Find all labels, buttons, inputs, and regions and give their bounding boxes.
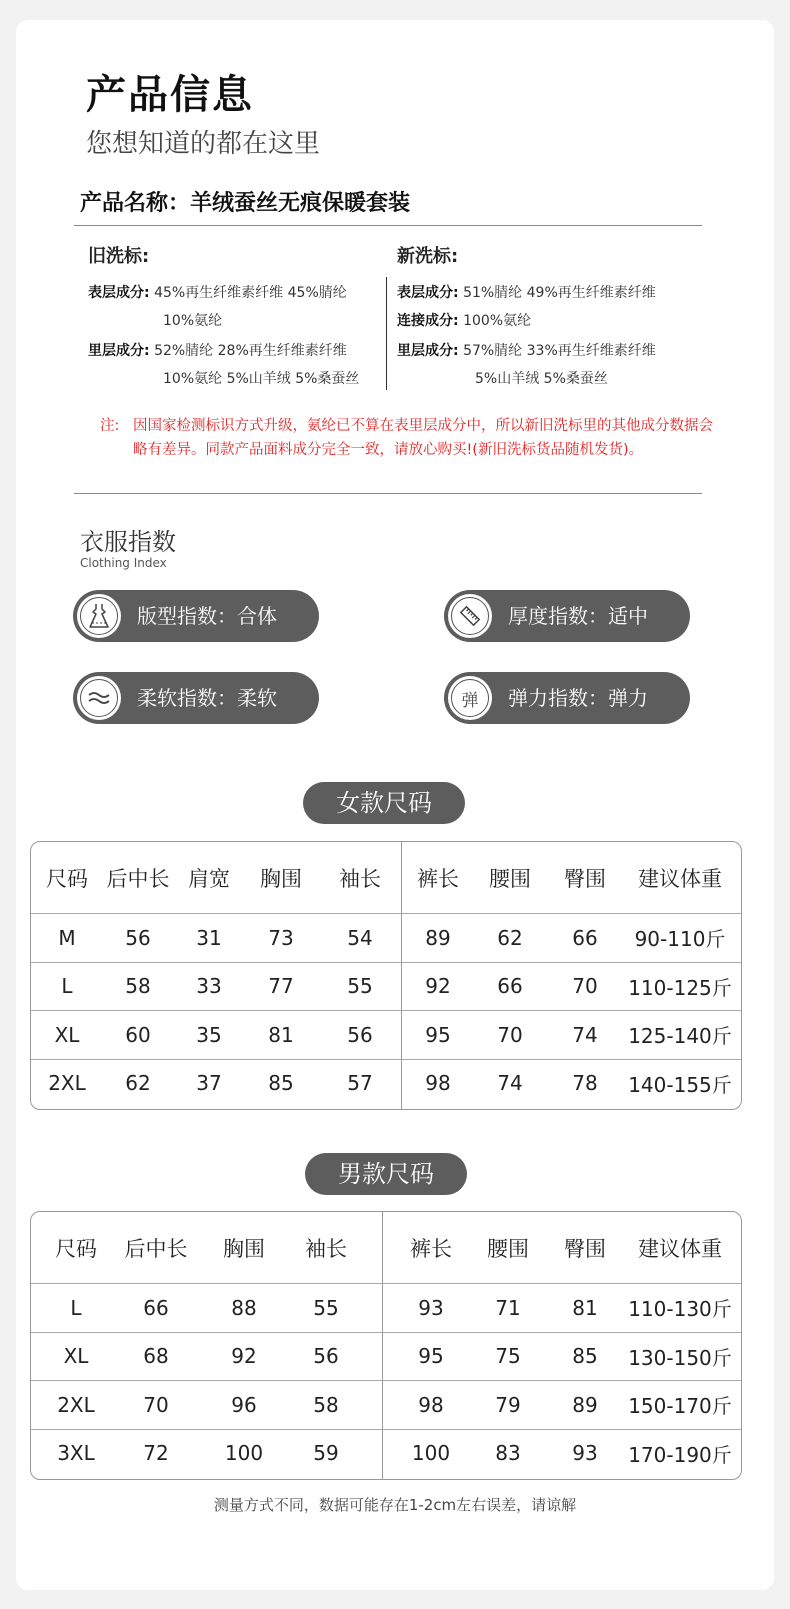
table-cell: 78 (572, 1071, 598, 1096)
table-cell: 56 (313, 1344, 339, 1369)
index-pill-softness-label: 柔软指数：柔软 (137, 686, 277, 710)
table-cell: 93 (418, 1295, 444, 1320)
old-surface-key: 表层成分: (88, 285, 150, 301)
table-cell: 81 (572, 1295, 598, 1320)
table-header-cell: 建议体重 (638, 866, 722, 891)
table-header-cell: 裤长 (417, 866, 459, 891)
table-header-cell: 后中长 (124, 1236, 188, 1261)
table-row (31, 1283, 741, 1332)
new-connect-key: 连接成分: (397, 313, 459, 329)
table-header-cell: 腰围 (487, 1236, 529, 1261)
table-header-cell: 袖长 (339, 866, 381, 891)
table-header-row (31, 1212, 741, 1283)
table-cell: 55 (347, 974, 373, 999)
table-header-cell: 胸围 (260, 866, 302, 891)
table-header-cell: 袖长 (305, 1236, 347, 1261)
table-row (31, 1010, 741, 1059)
old-inner-line1: 52%腈纶 28%再生纤维素纤维 (154, 343, 347, 359)
table-header-cell: 胸围 (223, 1236, 265, 1261)
table-cell: 150-170斤 (628, 1394, 732, 1419)
table-cell: 71 (495, 1295, 521, 1320)
table-cell: 110-125斤 (628, 975, 732, 1000)
table-cell: 93 (572, 1441, 598, 1466)
old-surface-row (88, 279, 347, 307)
table-cell: 2XL (48, 1071, 86, 1096)
index-pill-thickness (444, 590, 690, 642)
table-cell: XL (54, 1022, 80, 1047)
page-subtitle: 您想知道的都在这里 (86, 129, 321, 159)
new-inner-line1: 57%腈纶 33%再生纤维素纤维 (463, 343, 656, 359)
table-cell: 66 (497, 974, 523, 999)
table-cell: 2XL (57, 1392, 95, 1417)
index-pill-thickness-label: 厚度指数：适中 (508, 604, 648, 628)
index-pill-fit (73, 590, 319, 642)
new-surface-line1: 51%腈纶 49%再生纤维素纤维 (463, 285, 656, 301)
new-connect-row (397, 307, 531, 335)
old-surface-line1: 45%再生纤维素纤维 45%腈纶 (154, 285, 347, 301)
table-cell: 140-155斤 (628, 1072, 732, 1097)
elastic-glyph: 弹 (451, 679, 489, 717)
table-cell: 98 (425, 1071, 451, 1096)
table-cell: 100 (224, 1441, 264, 1466)
elastic-icon (448, 676, 492, 720)
table-cell: 57 (347, 1071, 373, 1096)
table-cell: 95 (425, 1022, 451, 1047)
old-inner-line2: 10%氨纶 5%山羊绒 5%桑蚕丝 (163, 371, 360, 387)
table-cell: 88 (231, 1295, 257, 1320)
divider-top (74, 225, 702, 226)
table-cell: 92 (231, 1344, 257, 1369)
table-cell: 95 (418, 1344, 444, 1369)
table-row (31, 962, 741, 1011)
note (100, 414, 720, 462)
table-cell: 58 (125, 974, 151, 999)
note-text: 因国家检测标识方式升级，氨纶已不算在表里层成分中，所以新旧洗标里的其他成分数据会略有差异。同款产品面料成分完全一致，请放心购买!(新旧洗标货品随机发货)。 (133, 418, 713, 458)
table-cell: 77 (268, 974, 294, 999)
old-inner-row (88, 337, 347, 365)
table-column-divider (401, 842, 402, 1109)
table-header-cell: 臀围 (564, 1236, 606, 1261)
divider-mid (74, 493, 702, 494)
table-cell: 62 (125, 1071, 151, 1096)
clothing-index-title: 衣服指数 (80, 528, 176, 556)
table-cell: 37 (196, 1071, 222, 1096)
table-header-cell: 后中长 (106, 866, 170, 891)
table-cell: 74 (572, 1022, 598, 1047)
table-header-cell: 尺码 (55, 1236, 97, 1261)
table-cell: 130-150斤 (628, 1345, 732, 1370)
women-size-table (30, 841, 742, 1110)
table-cell: 89 (425, 925, 451, 950)
women-size-badge: 女款尺码 (303, 782, 465, 824)
table-cell: 59 (313, 1441, 339, 1466)
new-connect-line1: 100%氨纶 (463, 313, 532, 329)
index-pill-softness (73, 672, 319, 724)
old-inner-key: 里层成分: (88, 343, 150, 359)
new-surface-key: 表层成分: (397, 285, 459, 301)
table-cell: 89 (572, 1392, 598, 1417)
men-size-table (30, 1211, 742, 1480)
new-inner-key: 里层成分: (397, 343, 459, 359)
new-inner-row (397, 337, 656, 365)
table-header-cell: 腰围 (489, 866, 531, 891)
table-cell: 54 (347, 925, 373, 950)
table-cell: 72 (143, 1441, 169, 1466)
table-cell: 85 (268, 1071, 294, 1096)
new-inner-line2: 5%山羊绒 5%桑蚕丝 (475, 371, 608, 387)
new-label-head: 新洗标: (397, 246, 459, 267)
table-cell: 170-190斤 (628, 1442, 732, 1467)
table-cell: 79 (495, 1392, 521, 1417)
dress-icon (77, 594, 121, 638)
table-cell: 73 (268, 925, 294, 950)
men-size-badge: 男款尺码 (305, 1153, 467, 1195)
table-row (31, 1380, 741, 1429)
table-cell: 96 (231, 1392, 257, 1417)
table-cell: 75 (495, 1344, 521, 1369)
table-cell: 81 (268, 1022, 294, 1047)
table-cell: M (58, 925, 76, 950)
footer-note: 测量方式不同，数据可能存在1-2cm左右误差，请谅解 (213, 1496, 577, 1514)
table-cell: 110-130斤 (628, 1297, 732, 1322)
wave-icon (77, 676, 121, 720)
table-cell: 56 (125, 925, 151, 950)
index-pill-fit-label: 版型指数：合体 (137, 604, 277, 628)
table-column-divider (382, 1212, 383, 1479)
table-cell: 100 (411, 1441, 451, 1466)
table-cell: 83 (495, 1441, 521, 1466)
product-name: 产品名称：羊绒蚕丝无痕保暖套装 (80, 191, 411, 216)
table-header-cell: 建议体重 (638, 1236, 722, 1261)
table-cell: 56 (347, 1022, 373, 1047)
note-prefix: 注: (100, 418, 120, 434)
page-title: 产品信息 (86, 72, 254, 118)
table-cell: 70 (143, 1392, 169, 1417)
table-cell: 62 (497, 925, 523, 950)
table-cell: 33 (196, 974, 222, 999)
table-cell: 66 (143, 1295, 169, 1320)
table-header-cell: 臀围 (564, 866, 606, 891)
table-cell: 66 (572, 925, 598, 950)
table-row (31, 1059, 741, 1108)
table-header-row (31, 842, 741, 913)
table-cell: 125-140斤 (628, 1024, 732, 1049)
table-cell: L (61, 974, 73, 999)
table-cell: 55 (313, 1295, 339, 1320)
table-header-cell: 尺码 (46, 866, 88, 891)
table-cell: 70 (497, 1022, 523, 1047)
old-surface-line2: 10%氨纶 (163, 313, 223, 329)
table-cell: 74 (497, 1071, 523, 1096)
table-row (31, 913, 741, 962)
old-label-head: 旧洗标: (88, 246, 150, 267)
label-divider (386, 277, 387, 390)
clothing-index-subtitle: Clothing Index (80, 556, 167, 570)
table-cell: 90-110斤 (634, 927, 726, 952)
table-row (31, 1332, 741, 1381)
index-pill-elasticity-label: 弹力指数：弹力 (508, 686, 648, 710)
table-header-cell: 裤长 (410, 1236, 452, 1261)
index-pill-elasticity (444, 672, 690, 724)
table-cell: 60 (125, 1022, 151, 1047)
table-cell: 3XL (57, 1441, 95, 1466)
table-cell: 58 (313, 1392, 339, 1417)
new-surface-row (397, 279, 656, 307)
table-cell: 85 (572, 1344, 598, 1369)
table-header-cell: 肩宽 (188, 866, 230, 891)
table-cell: 70 (572, 974, 598, 999)
table-cell: 68 (143, 1344, 169, 1369)
table-cell: 98 (418, 1392, 444, 1417)
table-cell: 35 (196, 1022, 222, 1047)
ruler-icon (448, 594, 492, 638)
table-cell: XL (63, 1344, 89, 1369)
table-cell: L (70, 1295, 82, 1320)
table-cell: 31 (196, 925, 222, 950)
table-row (31, 1429, 741, 1478)
table-cell: 92 (425, 974, 451, 999)
